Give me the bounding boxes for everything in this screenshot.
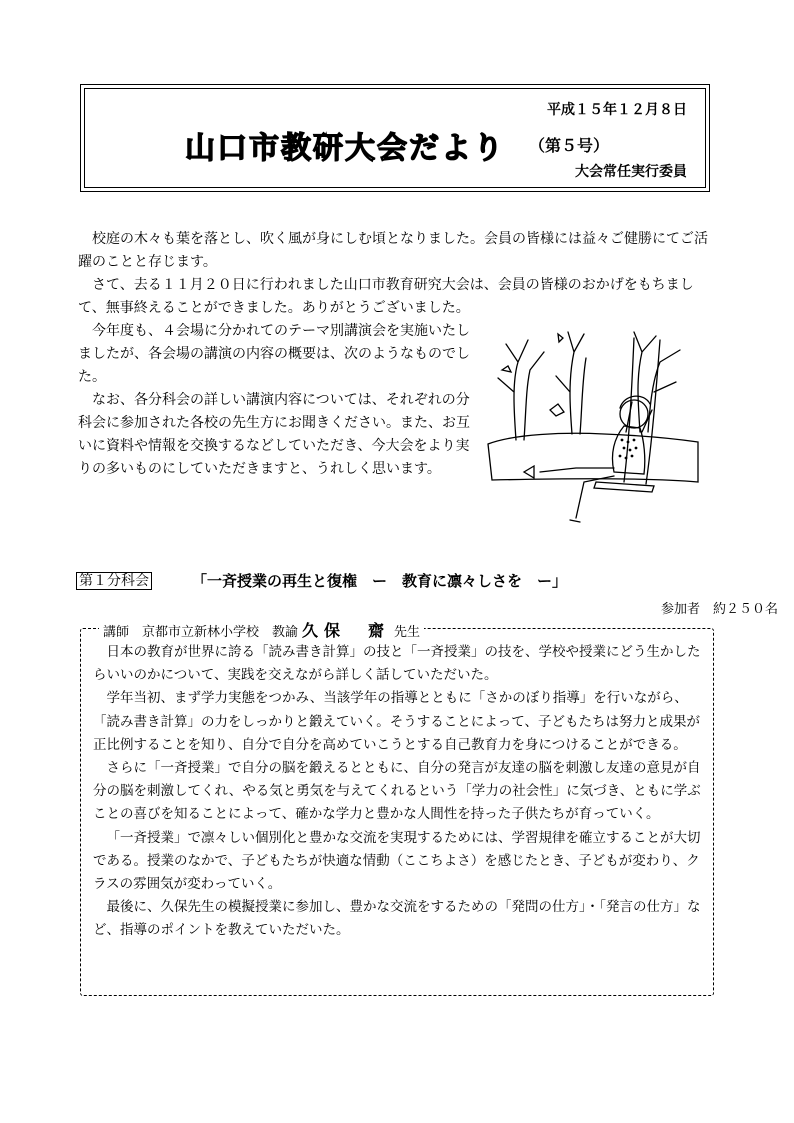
lecturer-line: [99, 618, 424, 641]
issue-number: （第５号）: [529, 136, 610, 155]
newsletter-title: 山口市教研大会だより: [185, 131, 505, 166]
lecture-paragraph: 「一斉授業」で凛々しい個別化と豊かな交流を実現するためには、学習規律を確立することが大切である。授業のなかで、子どもたちが快適な情動（ここちよさ）を感じたとき、子どもが変わり、クラスの雰囲気が変わっていく。: [93, 829, 701, 893]
lecture-body: [93, 641, 705, 943]
intro-paragraph-2: さて、去る１１月２０日に行われました山口市教育研究大会は、会員の皆様のおかげをもちまして、無事終えることができました。ありがとうございました。: [78, 277, 694, 316]
newsletter-header: [80, 84, 710, 192]
lecture-paragraph: さらに「一斉授業」で自分の脳を鍛えるとともに、自分の発言が友達の脳を刺激し友達の意見が自分の脳を刺激してくれ、やる気と勇気を与えてくれるという「学力の社会性」に気づき、ともに学ぶことの喜びを知ることによって、確かな学力と豊かな人間性を持った子供たちが育っていく。: [93, 760, 701, 823]
attendance-count: 参加者 約２５０名: [660, 602, 778, 617]
lecture-paragraph: 学年当初、まず学力実態をつかみ、当該学年の指導とともに「さかのぼり指導」を行いながら、「読み書き計算」の力をしっかりと鍛えていく。そうすることによって、子どもたちは努力と成果が正比例することを知り、自分で自分を高めていこうとする自己教育力を身につけることができる。: [93, 690, 700, 753]
publisher-committee: 大会常任実行委員: [575, 164, 687, 180]
section-1-heading: [76, 570, 716, 590]
lecture-paragraph: 日本の教育が世界に誇る「読み書き計算」の技と「一斉授業」の技を、学校や授業にどう生かしたらいいのかについて、実践を交えながら詳しく話していただいた。: [93, 644, 701, 684]
lecturer-honorific: 先生: [394, 625, 421, 640]
lecturer-name: 久保 齋: [302, 621, 391, 640]
section-title: 「一斉授業の再生と復権 ー 教育に凛々しさを ー」: [192, 572, 568, 590]
lecture-paragraph: 最後に、久保先生の模擬授業に参加し、豊かな交流をするための「発問の仕方」・「発言の仕方」など、指導のポイントを教えていただいた。: [93, 899, 701, 939]
issue-date: 平成１５年１２月８日: [547, 102, 687, 118]
intro-paragraph-1: 校庭の木々も葉を落とし、吹く風が身にしむ頃となりました。会員の皆様には益々ご健勝にてご活躍のことと存じます。: [78, 231, 708, 270]
section-tag: 第１分科会: [76, 572, 152, 590]
intro-paragraph-4: なお、各分科会の詳しい講演内容については、それぞれの分科会に参加された各校の先生方にお聞きください。また、お互いに資料や情報を交換するなどしていただき、今大会をより実りの多いものにしていただきますと、うれしく思います。: [78, 392, 470, 477]
intro-paragraph-3: 今年度も、４会場に分かれてのテーマ別講演会を実施いたしましたが、各会場の講演の内容の概要は、次のようなものでした。: [78, 323, 470, 385]
girl-on-swing-illustration: [484, 322, 706, 532]
lecture-summary-box: [80, 621, 714, 996]
lecturer-affiliation: 講師 京都市立新林小学校 教諭: [103, 625, 299, 640]
